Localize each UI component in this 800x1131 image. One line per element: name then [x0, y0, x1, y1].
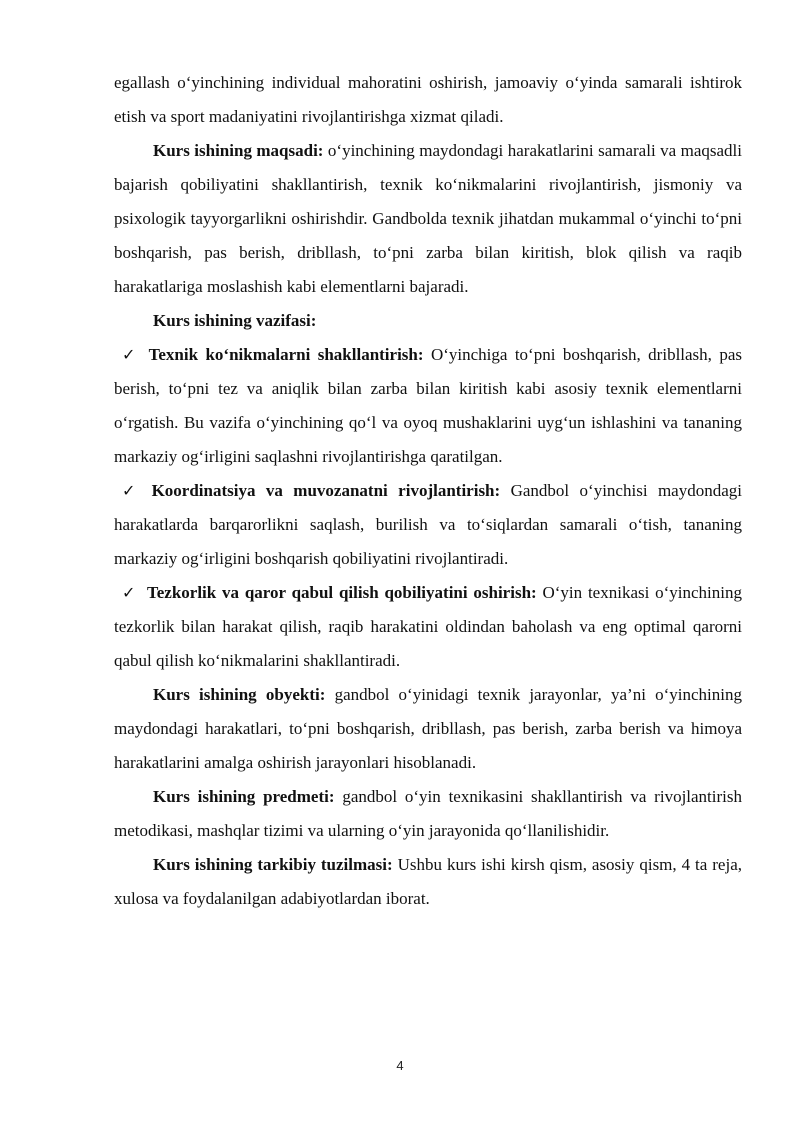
goal-paragraph	[114, 134, 742, 304]
task-text: O‘yin texnikasi o‘yinchining tezkorlik bilan harakat qilish, raqib harakatini oldindan baholash va eng optimal qarorni qabul qilish ko‘nikmalarini shakllantiradi.	[114, 583, 743, 670]
task-label: Tezkorlik va qaror qabul qilish qobiliyatini oshirish:	[146, 583, 537, 602]
goal-text: o‘yinchining maydondagi harakatlarini samarali va maqsadli bajarish qobiliyatini shakllantirish, texnik ko‘nikmalarini rivojlantirish, jismoniy va psixologik tayyorgarlikni oshirishdir. Gandbolda texnik jihatdan mukammal o‘yinchi to‘pni boshqarish, pas berish, dribllash, to‘pni zarba bilan kiritish, blok qilish va raqib harakatlariga moslashish kabi elementlarni bajaradi.	[114, 141, 742, 296]
checkmark-icon: ✓	[122, 345, 139, 364]
subject-text: gandbol o‘yin texnikasini shakllantirish va rivojlantirish metodikasi, mashqlar tizimi va ularning o‘yin jarayonida qo‘llanilishidir.	[114, 787, 743, 840]
task-item-3	[114, 576, 742, 678]
task-text: O‘yinchiga to‘pni boshqarish, dribllash, pas berish, to‘pni tez va aniqlik bilan zarba bilan kiritish kabi asosiy texnik elementlarni o‘rgatish. Bu vazifa o‘yinchining qo‘l va oyoq mushaklarini uyg‘un ishlashini va tananing markaziy og‘irligini saqlashni rivojlantirishga qaratilgan.	[114, 345, 742, 466]
intro-paragraph: egallash o‘yinchining individual mahoratini oshirish, jamoaviy o‘yinda samarali ishtirok etish va sport madaniyatini rivojlantirishga xizmat qiladi.	[114, 73, 742, 126]
task-item-2	[114, 474, 742, 576]
object-text: gandbol o‘yinidagi texnik jarayonlar, ya’ni o‘yinchining maydondagi harakatlari, to‘pni boshqarish, dribllash, pas berish, zarba berish va himoya harakatlarini amalga oshirish jarayonlari hisoblanadi.	[114, 685, 742, 772]
object-label: Kurs ishining obyekti:	[153, 685, 326, 704]
goal-label: Kurs ishining maqsadi:	[153, 141, 324, 160]
checkmark-icon: ✓	[122, 481, 142, 500]
tasks-label: Kurs ishining vazifasi:	[153, 311, 317, 330]
subject-paragraph	[114, 780, 742, 848]
subject-label: Kurs ishining predmeti:	[153, 787, 335, 806]
task-text: Gandbol o‘yinchisi maydondagi harakatlarda barqarorlikni saqlash, burilish va to‘siqlardan samarali o‘tish, tananing markaziy og‘irligini boshqarish qobiliyatini rivojlantiradi.	[114, 481, 742, 568]
structure-label: Kurs ishining tarkibiy tuzilmasi:	[153, 855, 393, 874]
object-paragraph	[114, 678, 742, 780]
task-label: Texnik ko‘nikmalarni shakllantirish:	[148, 345, 424, 364]
document-page	[114, 66, 742, 916]
structure-paragraph	[114, 848, 742, 916]
page-number: 4	[396, 1058, 404, 1073]
tasks-heading	[114, 304, 742, 338]
structure-text: Ushbu kurs ishi kirsh qism, asosiy qism, 4 ta reja, xulosa va foydalanilgan adabiyotlardan iborat.	[114, 855, 742, 908]
task-item-1	[114, 338, 742, 474]
task-label: Koordinatsiya va muvozanatni rivojlantirish:	[151, 481, 501, 500]
checkmark-icon: ✓	[122, 583, 137, 602]
